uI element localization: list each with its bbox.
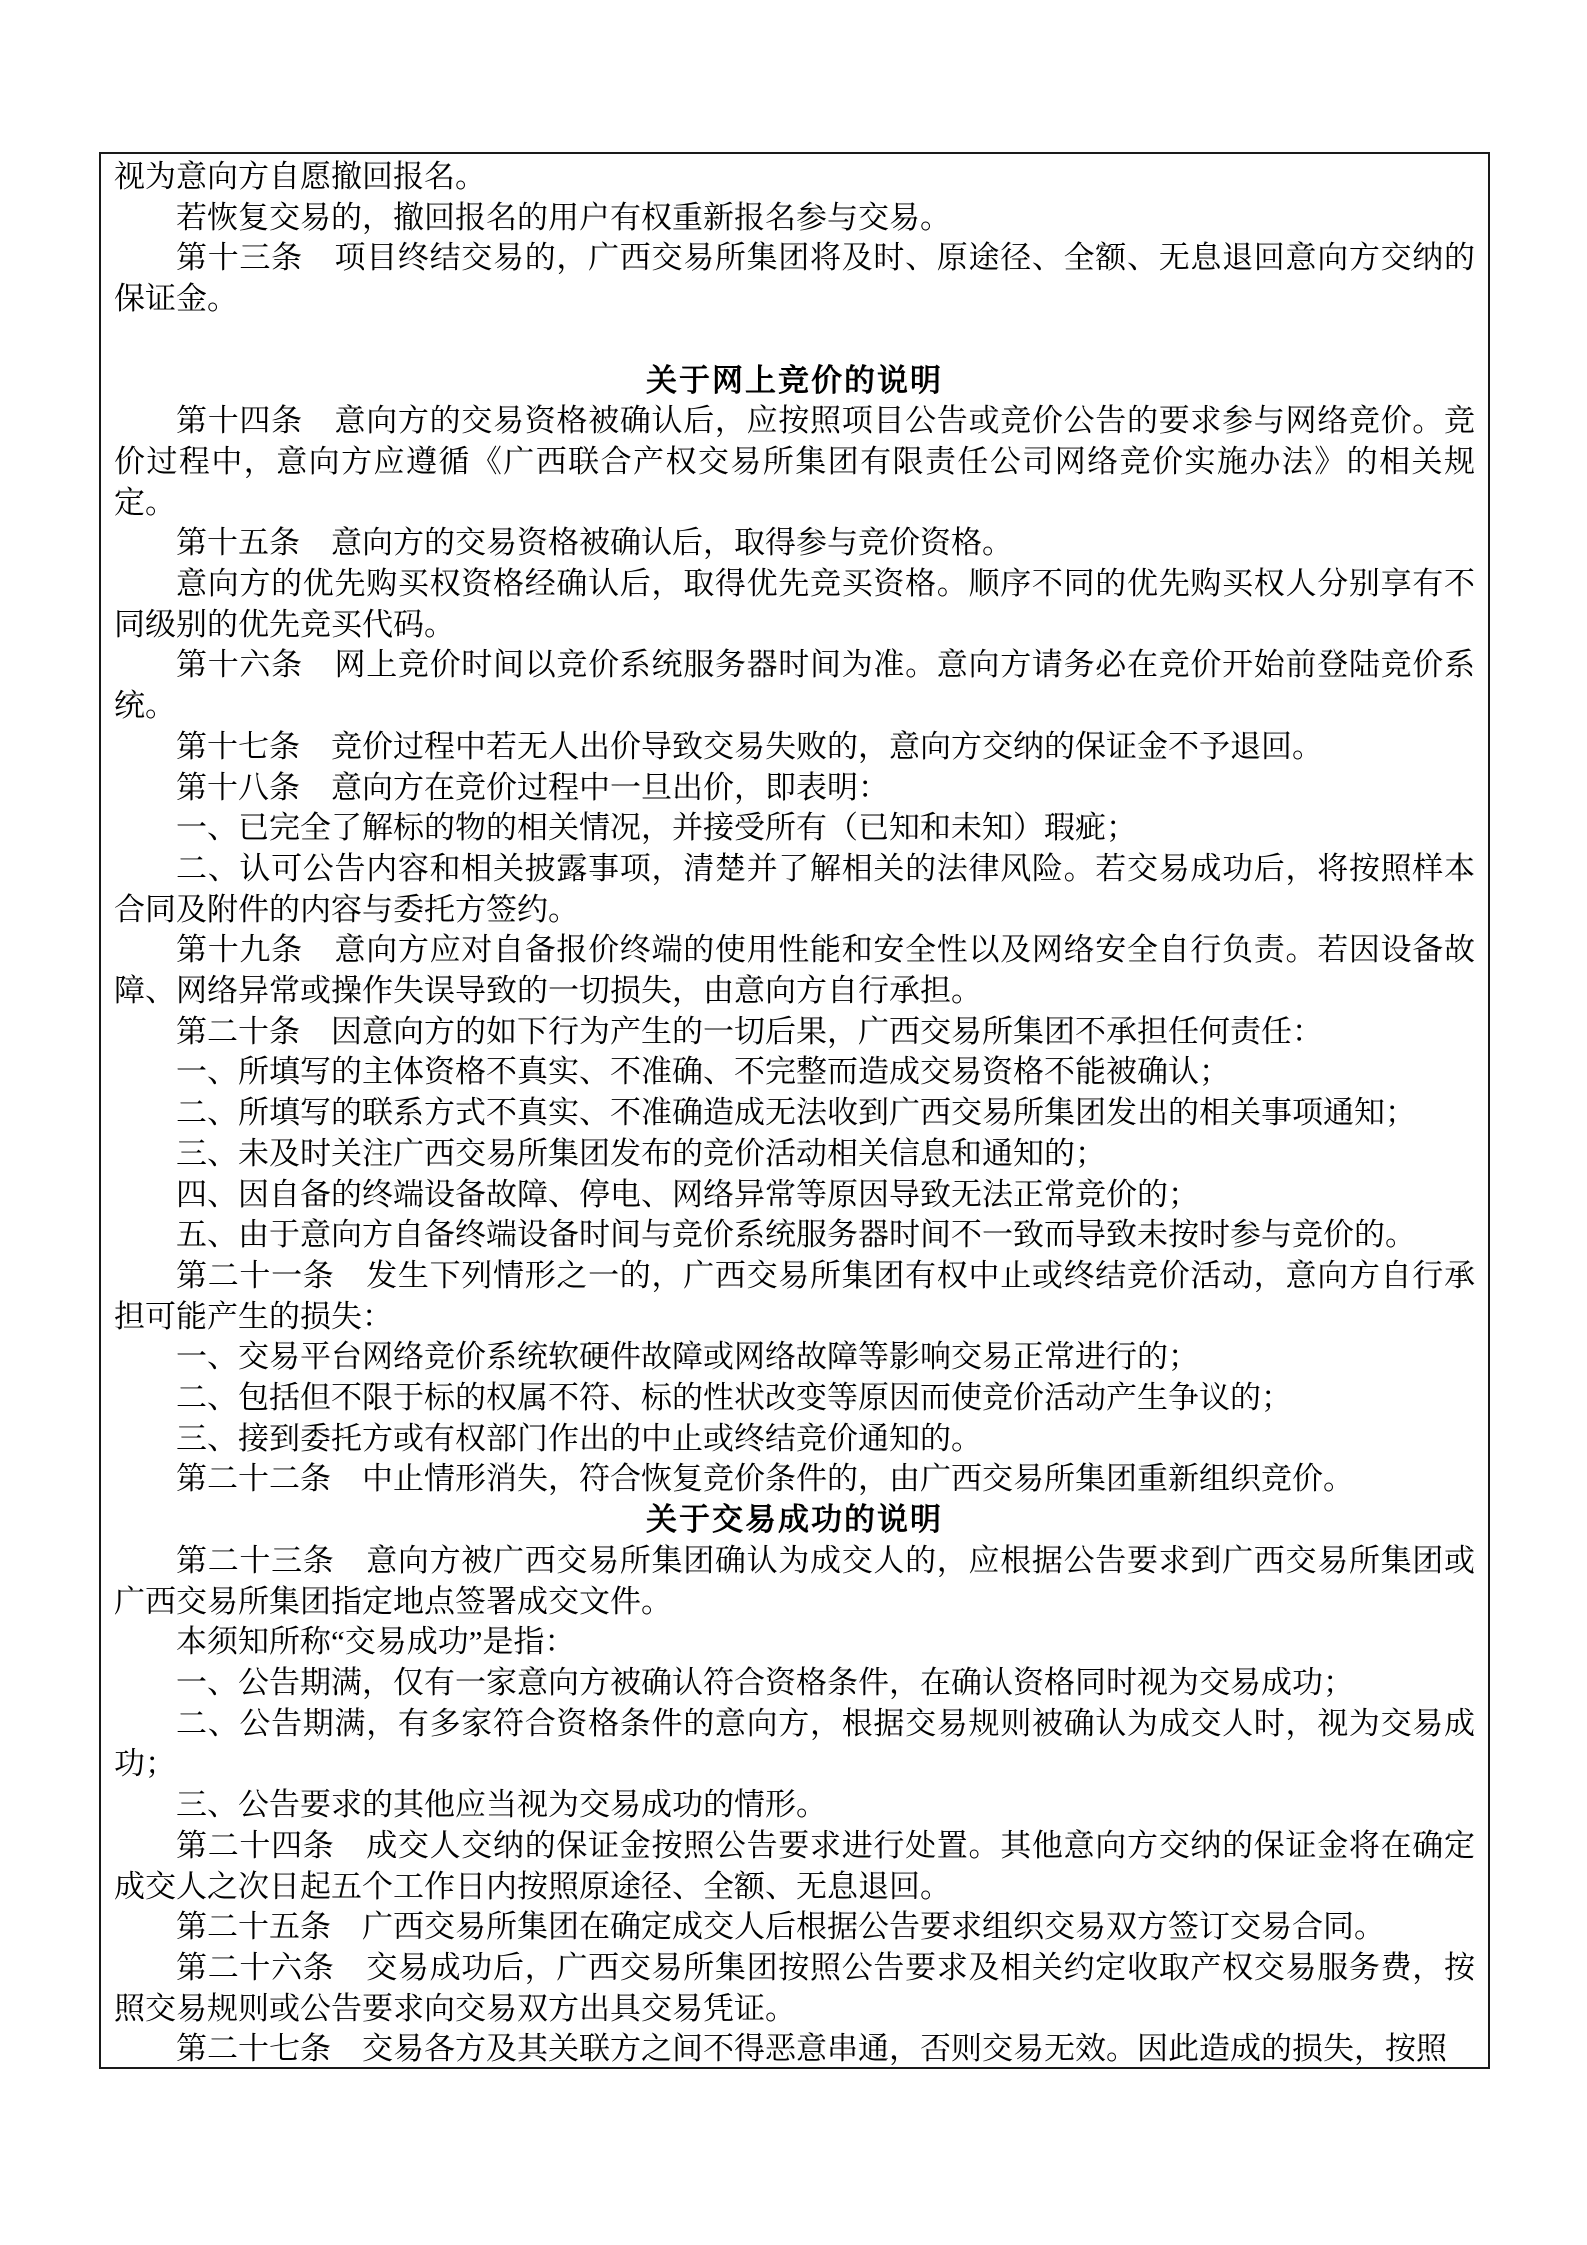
paragraph: 若恢复交易的，撤回报名的用户有权重新报名参与交易。 (176, 199, 951, 235)
paragraph: 一、公告期满，仅有一家意向方被确认符合资格条件，在确认资格同时视为交易成功； (176, 1665, 1354, 1700)
paragraph: 第二十七条 交易各方及其关联方之间不得恶意串通，否则交易无效。因此造成的损失，按照 (176, 2031, 1447, 2067)
paragraph: 二、包括但不限于标的权属不符、标的性状改变等原因而使竞价活动产生争议的； (176, 1380, 1292, 1416)
paragraph: 第二十六条 交易成功后，广西交易所集团按照公告要求及相关约定收取产权交易服务费，按照交易规则或公告要求向交易双方出具交易凭证。 (114, 1949, 1475, 2026)
paragraph: 第二十二条 中止情形消失，符合恢复竞价条件的，由广西交易所集团重新组织竞价。 (176, 1461, 1354, 1497)
paragraph: 第十八条 意向方在竞价过程中一旦出价，即表明： (176, 769, 889, 805)
paragraph: 一、已完全了解标的物的相关情况，并接受所有（已知和未知）瑕疵； (176, 810, 1137, 846)
blank-line (114, 320, 1475, 361)
paragraph: 第二十五条 广西交易所集团在确定成交人后根据公告要求组织交易双方签订交易合同。 (176, 1909, 1385, 1945)
paragraph: 第十三条 项目终结交易的，广西交易所集团将及时、原途径、全额、无息退回意向方交纳的保证金。 (114, 240, 1475, 317)
paragraph: 一、交易平台网络竞价系统软硬件故障或网络故障等影响交易正常进行的； (176, 1339, 1199, 1375)
paragraph: 第二十一条 发生下列情形之一的，广西交易所集团有权中止或终结竞价活动，意向方自行承担可能产生的损失： (114, 1257, 1475, 1334)
section-heading: 关于交易成功的说明 (646, 1502, 943, 1538)
paragraph: 第二十条 因意向方的如下行为产生的一切后果，广西交易所集团不承担任何责任： (176, 1013, 1323, 1049)
paragraph: 意向方的优先购买权资格经确认后，取得优先竞买资格。顺序不同的优先购买权人分别享有不同级别的优先竞买代码。 (114, 566, 1475, 642)
paragraph: 二、认可公告内容和相关披露事项，清楚并了解相关的法律风险。若交易成功后，将按照样本合同及附件的内容与委托方签约。 (114, 850, 1475, 927)
paragraph: 三、未及时关注广西交易所集团发布的竞价活动相关信息和通知的； (176, 1135, 1106, 1171)
paragraph: 四、因自备的终端设备故障、停电、网络异常等原因导致无法正常竞价的； (176, 1176, 1199, 1212)
paragraph: 第十五条 意向方的交易资格被确认后，取得参与竞价资格。 (176, 525, 1013, 561)
paragraph: 二、所填写的联系方式不真实、不准确造成无法收到广西交易所集团发出的相关事项通知； (176, 1095, 1416, 1131)
document-body (101, 154, 1488, 2069)
paragraph: 本须知所称“交易成功”是指： (176, 1624, 576, 1660)
paragraph: 第十九条 意向方应对自备报价终端的使用性能和安全性以及网络安全自行负责。若因设备故障、网络异常或操作失误导致的一切损失，由意向方自行承担。 (114, 932, 1475, 1009)
paragraph: 五、由于意向方自备终端设备时间与竞价系统服务器时间不一致而导致未按时参与竞价的。 (176, 1217, 1416, 1253)
section-heading: 关于网上竞价的说明 (646, 362, 943, 398)
paragraph: 三、公告要求的其他应当视为交易成功的情形。 (176, 1787, 827, 1823)
paragraph: 第二十四条 成交人交纳的保证金按照公告要求进行处置。其他意向方交纳的保证金将在确定成交人之次日起五个工作日内按照原途径、全额、无息退回。 (114, 1827, 1475, 1904)
paragraph: 第十六条 网上竞价时间以竞价系统服务器时间为准。意向方请务必在竞价开始前登陆竞价系统。 (114, 647, 1475, 724)
paragraph: 第二十三条 意向方被广西交易所集团确认为成交人的，应根据公告要求到广西交易所集团或广西交易所集团指定地点签署成交文件。 (114, 1542, 1475, 1619)
document-frame (99, 152, 1490, 2069)
paragraph: 二、公告期满，有多家符合资格条件的意向方，根据交易规则被确认为成交人时，视为交易成功； (114, 1705, 1475, 1782)
paragraph: 第十七条 竞价过程中若无人出价导致交易失败的，意向方交纳的保证金不予退回。 (176, 728, 1323, 764)
continuation-paragraph: 视为意向方自愿撤回报名。 (114, 159, 486, 194)
paragraph: 三、接到委托方或有权部门作出的中止或终结竞价通知的。 (176, 1420, 982, 1456)
paragraph: 第十四条 意向方的交易资格被确认后，应按照项目公告或竞价公告的要求参与网络竞价。竞价过程中，意向方应遵循《广西联合产权交易所集团有限责任公司网络竞价实施办法》的相关规定。 (114, 403, 1475, 520)
paragraph: 一、所填写的主体资格不真实、不准确、不完整而造成交易资格不能被确认； (176, 1054, 1230, 1090)
